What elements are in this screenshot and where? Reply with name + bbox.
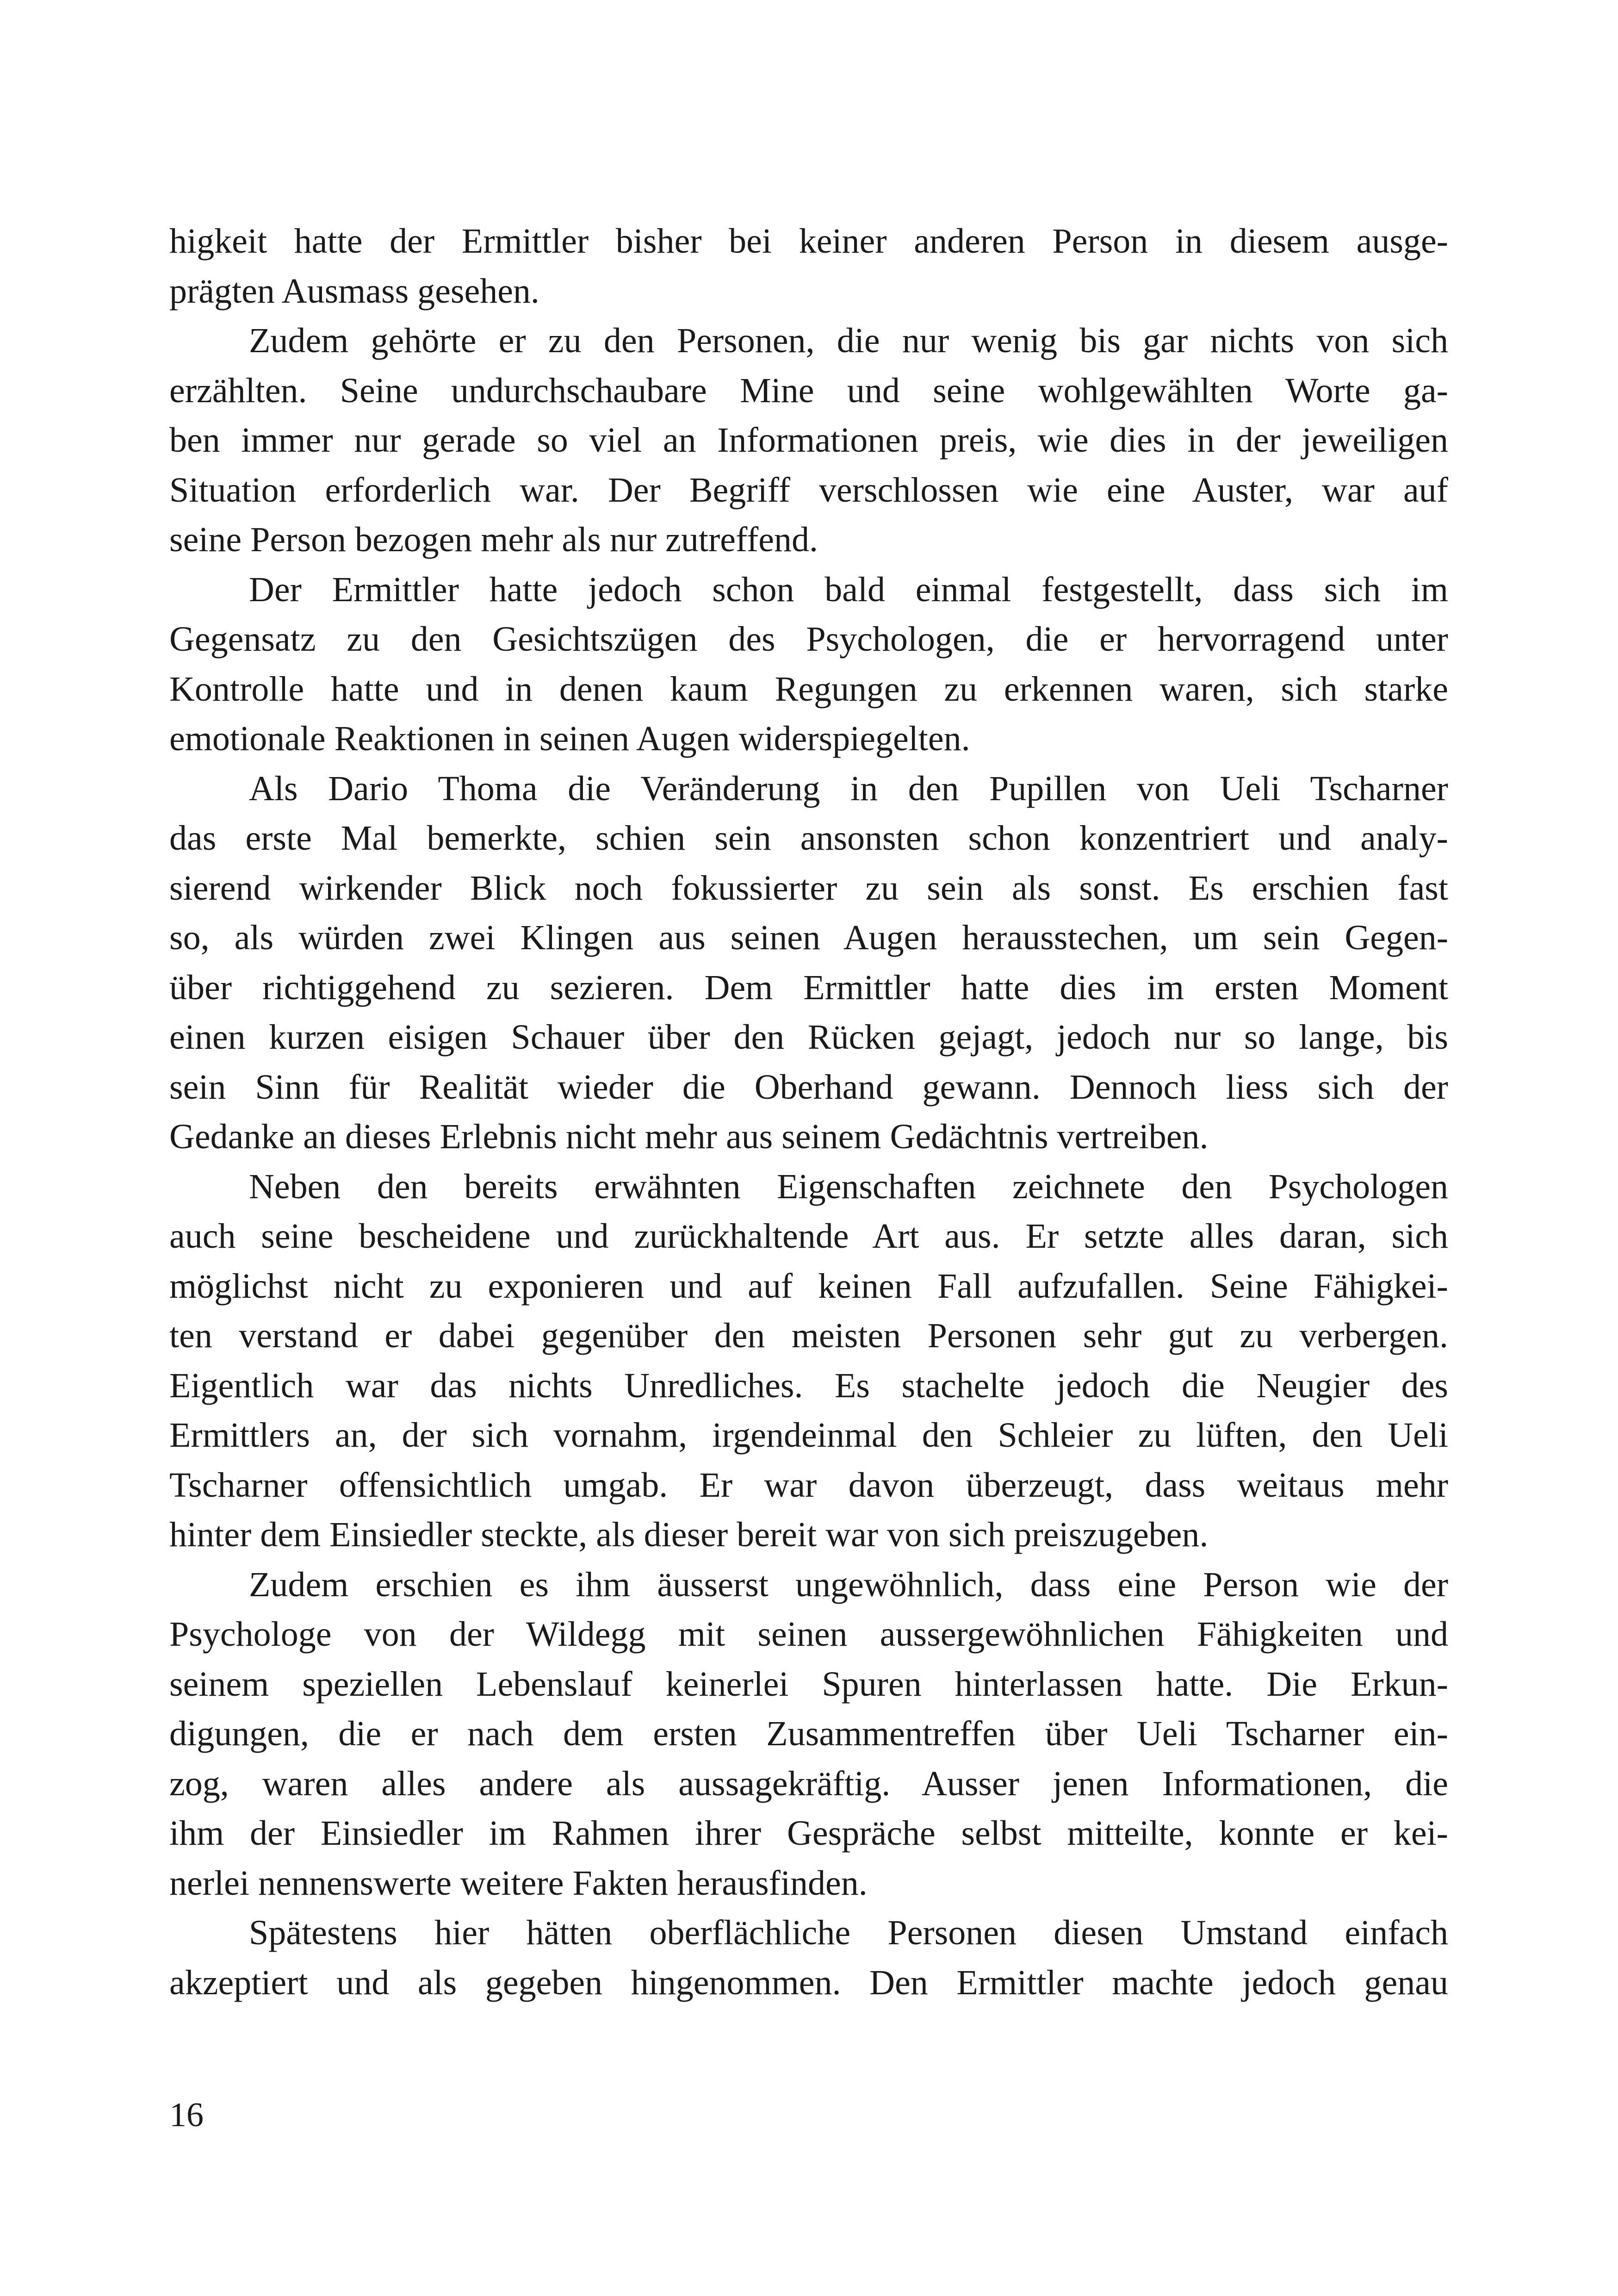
text-line: seinem speziellen Lebenslauf keinerlei Spuren hinterlassen hatte. Die Erkun- xyxy=(169,1664,1448,1704)
paragraph xyxy=(169,565,1448,764)
paragraph xyxy=(169,764,1448,1162)
text-line: akzeptiert und als gegeben hingenommen. Den Ermittler machte jedoch genau xyxy=(169,1963,1448,2002)
text-line: ihm der Einsiedler im Rahmen ihrer Gespräche selbst mitteilte, konnte er kei- xyxy=(169,1814,1448,1853)
text-line: Gedanke an dieses Erlebnis nicht mehr aus seinem Gedächtnis vertreiben. xyxy=(169,1117,1209,1156)
text-line: higkeit hatte der Ermittler bisher bei keiner anderen Person in diesem ausge- xyxy=(169,222,1448,261)
text-line: Situation erforderlich war. Der Begriff verschlossen wie eine Auster, war auf xyxy=(169,470,1448,510)
text-line: Tscharner offensichtlich umgab. Er war davon überzeugt, dass weitaus mehr xyxy=(169,1465,1448,1505)
text-line: Spätestens hier hätten oberflächliche Personen diesen Umstand einfach xyxy=(249,1913,1448,1952)
text-line: Der Ermittler hatte jedoch schon bald einmal festgestellt, dass sich im xyxy=(249,570,1448,609)
text-line: das erste Mal bemerkte, schien sein ansonsten schon konzentriert und analy- xyxy=(169,819,1448,858)
text-line: ben immer nur gerade so viel an Informationen preis, wie dies in der jeweiligen xyxy=(169,421,1448,460)
text-line: sein Sinn für Realität wieder die Oberhand gewann. Dennoch liess sich der xyxy=(169,1067,1448,1107)
text-line: erzählten. Seine undurchschaubare Mine und seine wohlgewählten Worte ga- xyxy=(169,371,1448,410)
text-line: Kontrolle hatte und in denen kaum Regungen zu erkennen waren, sich starke xyxy=(169,669,1448,709)
paragraph xyxy=(169,217,1448,316)
text-line: ten verstand er dabei gegenüber den meisten Personen sehr gut zu verbergen. xyxy=(169,1316,1448,1355)
paragraph xyxy=(169,1560,1448,1909)
text-line: Psychologe von der Wildegg mit seinen aussergewöhnlichen Fähigkeiten und xyxy=(169,1615,1448,1654)
text-line: einen kurzen eisigen Schauer über den Rücken gejagt, jedoch nur so lange, bis xyxy=(169,1018,1448,1057)
paragraph xyxy=(169,1162,1448,1560)
text-line: emotionale Reaktionen in seinen Augen widerspiegelten. xyxy=(169,719,970,758)
text-line: so, als würden zwei Klingen aus seinen Augen herausstechen, um sein Gegen- xyxy=(169,918,1448,957)
text-line: hinter dem Einsiedler steckte, als dieser bereit war von sich preiszugeben. xyxy=(169,1515,1209,1554)
text-line: Zudem erschien es ihm äusserst ungewöhnlich, dass eine Person wie der xyxy=(249,1565,1448,1604)
text-line: auch seine bescheidene und zurückhaltende Art aus. Er setzte alles daran, sich xyxy=(169,1217,1448,1256)
text-line: Als Dario Thoma die Veränderung in den Pupillen von Ueli Tscharner xyxy=(249,769,1448,808)
text-line: Eigentlich war das nichts Unredliches. Es stachelte jedoch die Neugier des xyxy=(169,1366,1448,1405)
text-line: Neben den bereits erwähnten Eigenschaften zeichnete den Psychologen xyxy=(249,1167,1448,1206)
paragraph xyxy=(169,1908,1448,2008)
page-body xyxy=(169,217,1448,2008)
text-line: sierend wirkender Blick noch fokussierter zu sein als sonst. Es erschien fast xyxy=(169,868,1448,908)
text-line: Zudem gehörte er zu den Personen, die nur wenig bis gar nichts von sich xyxy=(249,321,1448,360)
text-line: über richtiggehend zu sezieren. Dem Ermittler hatte dies im ersten Moment xyxy=(169,968,1448,1007)
paragraph xyxy=(169,316,1448,565)
text-line: digungen, die er nach dem ersten Zusammentreffen über Ueli Tscharner ein- xyxy=(169,1714,1448,1753)
text-line: Gegensatz zu den Gesichtszügen des Psychologen, die er hervorragend unter xyxy=(169,620,1448,659)
text-line: nerlei nennenswerte weitere Fakten herausfinden. xyxy=(169,1863,868,1903)
text-line: Ermittlers an, der sich vornahm, irgendeinmal den Schleier zu lüften, den Ueli xyxy=(169,1416,1448,1455)
text-line: möglichst nicht zu exponieren und auf keinen Fall aufzufallen. Seine Fähigkei- xyxy=(169,1266,1448,1306)
text-line: zog, waren alles andere als aussagekräftig. Ausser jenen Informationen, die xyxy=(169,1764,1448,1803)
text-line: seine Person bezogen mehr als nur zutreffend. xyxy=(169,520,818,559)
text-line: prägten Ausmass gesehen. xyxy=(169,271,539,311)
page-number: 16 xyxy=(169,2096,204,2134)
